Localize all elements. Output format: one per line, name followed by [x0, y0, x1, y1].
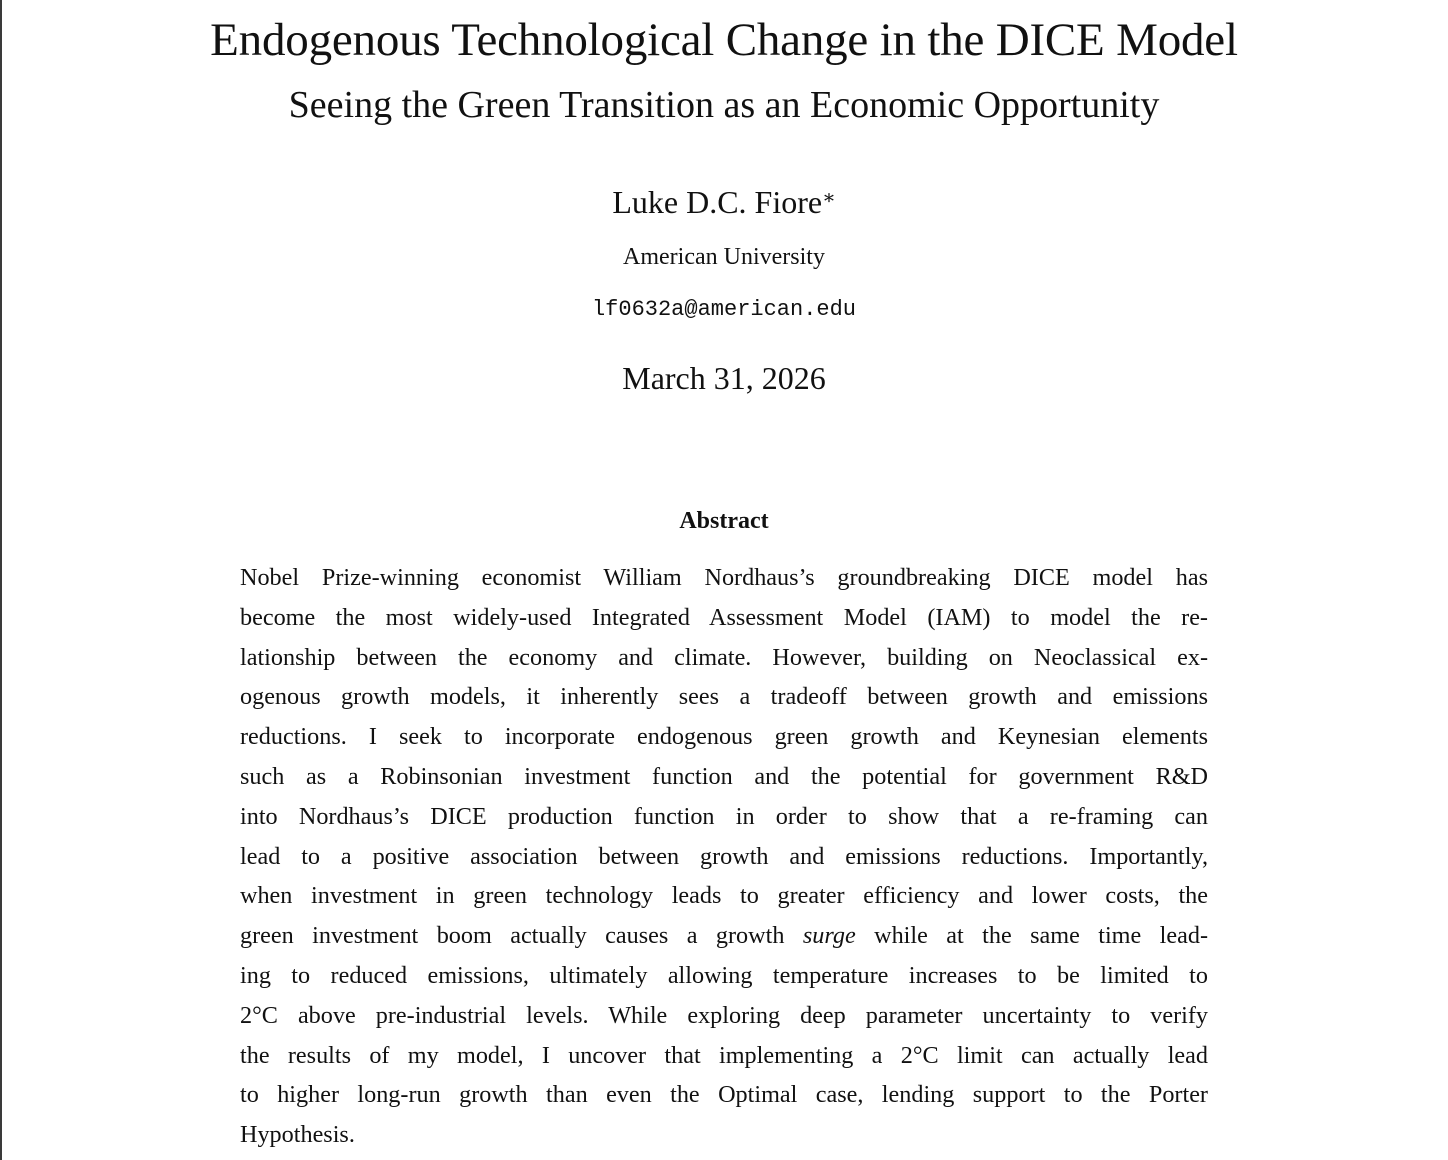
paper-subtitle: Seeing the Green Transition as an Economic Opportunity [288, 84, 1160, 126]
abstract-emphasis: surge [802, 922, 856, 950]
author-affiliation: American University [623, 244, 825, 270]
abstract-line: into Nordhaus’s DICE production function in order to show that a re-framing can [240, 802, 1208, 830]
abstract-line: to higher long-run growth than even the Optimal case, lending support to the Porter [240, 1081, 1208, 1109]
paper-title: Endogenous Technological Change in the DICE Model [210, 14, 1238, 66]
abstract-line: ogenous growth models, it inherently sees a tradeoff between growth and emissions [240, 683, 1208, 711]
author-name: Luke D.C. Fiore [612, 184, 823, 220]
abstract-heading: Abstract [679, 508, 769, 534]
abstract-text-segment: green investment boom actually causes a growth [240, 922, 803, 950]
abstract-line: Nobel Prize-winning economist William Nordhaus’s groundbreaking DICE model has [240, 564, 1208, 591]
abstract-text-segment: while at the same time lead- [855, 922, 1208, 950]
abstract-body [240, 558, 1208, 1155]
abstract-line: the results of my model, I uncover that implementing a 2°C limit can actually lead [240, 1041, 1208, 1069]
abstract-line: such as a Robinsonian investment function and the potential for government R&D [240, 762, 1208, 790]
abstract-line: when investment in green technology leads to greater efficiency and lower costs, the [240, 882, 1208, 910]
abstract-line: ing to reduced emissions, ultimately allowing temperature increases to be limited to [240, 961, 1208, 989]
abstract-line: reductions. I seek to incorporate endogenous green growth and Keynesian elements [240, 723, 1208, 751]
abstract-line: lead to a positive association between growth and emissions reductions. Importantly, [240, 842, 1208, 870]
abstract-line: lationship between the economy and climate. However, building on Neoclassical ex- [240, 643, 1208, 671]
author-footnote-mark[interactable]: ∗ [822, 187, 836, 209]
abstract-line: become the most widely-used Integrated Assessment Model (IAM) to model the re- [240, 603, 1208, 631]
author-line [0, 180, 1448, 224]
abstract-line-with-emphasis [240, 916, 1208, 956]
paper-date: March 31, 2026 [622, 360, 826, 396]
abstract-line-last: Hypothesis. [240, 1121, 355, 1149]
abstract-line: 2°C above pre-industrial levels. While exploring deep parameter uncertainty to verify [240, 1001, 1208, 1029]
author-email: lf0632a@american.edu [591, 297, 857, 322]
